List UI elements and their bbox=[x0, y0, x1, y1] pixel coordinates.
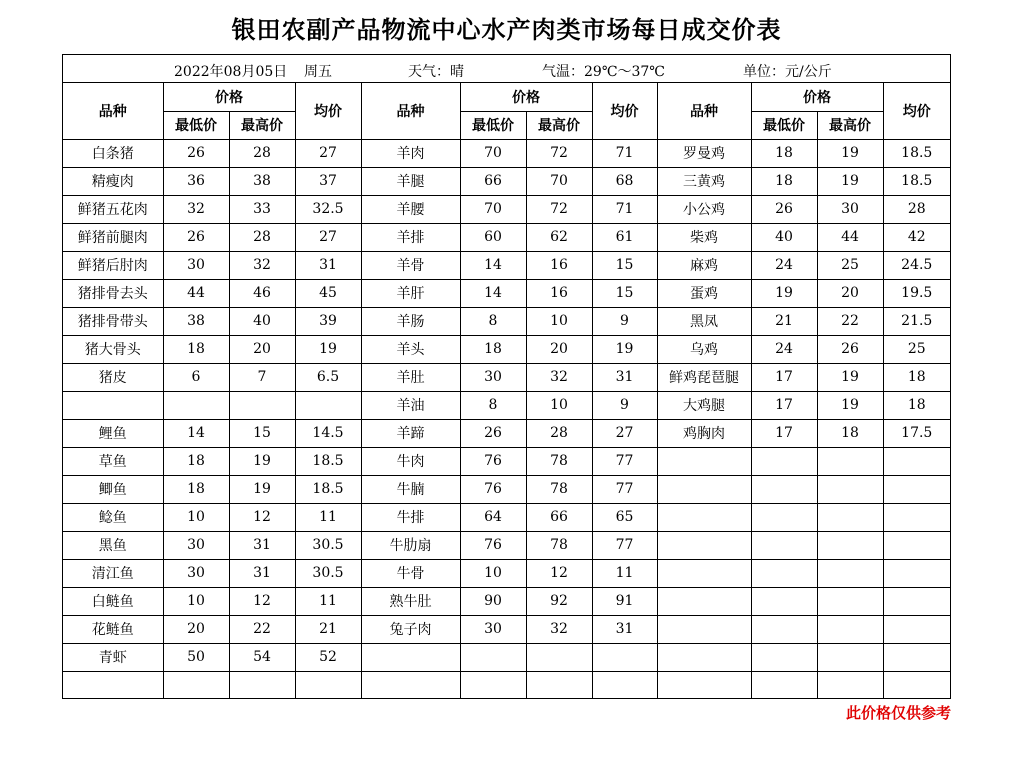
variety-cell: 白条猪 bbox=[63, 139, 163, 167]
min-price-cell: 70 bbox=[460, 195, 526, 223]
avg-price-cell: 31 bbox=[295, 251, 361, 279]
min-price-cell: 18 bbox=[163, 475, 229, 503]
table-row bbox=[63, 279, 950, 307]
max-price-cell bbox=[817, 531, 883, 559]
avg-price-cell: 9 bbox=[592, 307, 657, 335]
max-price-cell bbox=[817, 475, 883, 503]
max-price-cell: 19 bbox=[817, 391, 883, 419]
avg-price-cell: 11 bbox=[592, 559, 657, 587]
variety-cell: 牛肋扇 bbox=[361, 531, 460, 559]
max-price-cell: 78 bbox=[526, 475, 592, 503]
table-row bbox=[63, 503, 950, 531]
header-price: 价格 bbox=[460, 83, 592, 111]
avg-price-cell: 17.5 bbox=[883, 419, 950, 447]
max-price-cell: 18 bbox=[817, 419, 883, 447]
variety-cell: 鲜猪五花肉 bbox=[63, 195, 163, 223]
temperature-text: 气温：29℃～37℃ bbox=[542, 64, 665, 80]
header-variety: 品种 bbox=[657, 83, 751, 139]
variety-cell: 熟牛肚 bbox=[361, 587, 460, 615]
min-price-cell: 32 bbox=[163, 195, 229, 223]
max-price-cell: 44 bbox=[817, 223, 883, 251]
table-body bbox=[63, 139, 950, 699]
avg-price-cell: 19 bbox=[592, 335, 657, 363]
table-row bbox=[63, 139, 950, 167]
max-price-cell: 32 bbox=[526, 615, 592, 643]
max-price-cell: 12 bbox=[229, 587, 295, 615]
weather-text: 天气：晴 bbox=[408, 64, 464, 80]
table-row bbox=[63, 475, 950, 503]
avg-price-cell: 61 bbox=[592, 223, 657, 251]
avg-price-cell: 30.5 bbox=[295, 559, 361, 587]
header-max: 最高价 bbox=[229, 111, 295, 139]
variety-cell: 兔子肉 bbox=[361, 615, 460, 643]
table-row bbox=[63, 531, 950, 559]
max-price-cell: 54 bbox=[229, 643, 295, 671]
max-price-cell: 78 bbox=[526, 531, 592, 559]
table-row bbox=[63, 419, 950, 447]
max-price-cell: 31 bbox=[229, 531, 295, 559]
header-avg: 均价 bbox=[592, 83, 657, 139]
max-price-cell: 7 bbox=[229, 363, 295, 391]
variety-cell: 青虾 bbox=[63, 643, 163, 671]
avg-price-cell: 91 bbox=[592, 587, 657, 615]
variety-cell: 鲶鱼 bbox=[63, 503, 163, 531]
avg-price-cell: 65 bbox=[592, 503, 657, 531]
max-price-cell: 19 bbox=[817, 167, 883, 195]
max-price-cell: 62 bbox=[526, 223, 592, 251]
avg-price-cell bbox=[883, 475, 950, 503]
avg-price-cell: 18.5 bbox=[295, 475, 361, 503]
max-price-cell bbox=[817, 559, 883, 587]
variety-cell bbox=[361, 671, 460, 699]
variety-cell bbox=[63, 671, 163, 699]
page-title: 银田农副产品物流中心水产肉类市场每日成交价表 bbox=[231, 15, 782, 44]
variety-cell: 鲫鱼 bbox=[63, 475, 163, 503]
min-price-cell: 76 bbox=[460, 531, 526, 559]
table-row bbox=[63, 643, 950, 671]
avg-price-cell bbox=[883, 531, 950, 559]
min-price-cell: 18 bbox=[751, 139, 817, 167]
min-price-cell: 18 bbox=[751, 167, 817, 195]
min-price-cell bbox=[751, 475, 817, 503]
min-price-cell bbox=[751, 531, 817, 559]
min-price-cell: 14 bbox=[163, 419, 229, 447]
weekday-text: 周五 bbox=[304, 64, 332, 80]
max-price-cell: 15 bbox=[229, 419, 295, 447]
variety-cell: 精瘦肉 bbox=[63, 167, 163, 195]
min-price-cell: 8 bbox=[460, 391, 526, 419]
min-price-cell: 24 bbox=[751, 251, 817, 279]
avg-price-cell: 18.5 bbox=[295, 447, 361, 475]
max-price-cell: 12 bbox=[229, 503, 295, 531]
table-row bbox=[63, 615, 950, 643]
price-table bbox=[63, 83, 950, 699]
avg-price-cell: 11 bbox=[295, 587, 361, 615]
variety-cell: 麻鸡 bbox=[657, 251, 751, 279]
max-price-cell: 46 bbox=[229, 279, 295, 307]
min-price-cell: 17 bbox=[751, 391, 817, 419]
avg-price-cell bbox=[883, 643, 950, 671]
variety-cell: 羊蹄 bbox=[361, 419, 460, 447]
variety-cell: 猪皮 bbox=[63, 363, 163, 391]
max-price-cell: 19 bbox=[817, 363, 883, 391]
avg-price-cell: 30.5 bbox=[295, 531, 361, 559]
min-price-cell: 20 bbox=[163, 615, 229, 643]
max-price-cell: 19 bbox=[817, 139, 883, 167]
info-bar bbox=[63, 55, 950, 83]
max-price-cell bbox=[817, 587, 883, 615]
variety-cell: 鲜猪后肘肉 bbox=[63, 251, 163, 279]
variety-cell: 柴鸡 bbox=[657, 223, 751, 251]
avg-price-cell: 77 bbox=[592, 531, 657, 559]
max-price-cell bbox=[817, 671, 883, 699]
min-price-cell: 38 bbox=[163, 307, 229, 335]
avg-price-cell: 28 bbox=[883, 195, 950, 223]
min-price-cell: 30 bbox=[163, 531, 229, 559]
date-text: 2022年08月05日 bbox=[174, 64, 288, 80]
header-variety: 品种 bbox=[63, 83, 163, 139]
max-price-cell: 28 bbox=[526, 419, 592, 447]
min-price-cell bbox=[460, 671, 526, 699]
variety-cell bbox=[657, 475, 751, 503]
avg-price-cell: 15 bbox=[592, 279, 657, 307]
avg-price-cell: 52 bbox=[295, 643, 361, 671]
header-price: 价格 bbox=[751, 83, 883, 111]
avg-price-cell bbox=[883, 671, 950, 699]
max-price-cell: 25 bbox=[817, 251, 883, 279]
min-price-cell: 24 bbox=[751, 335, 817, 363]
max-price-cell bbox=[229, 671, 295, 699]
max-price-cell: 12 bbox=[526, 559, 592, 587]
max-price-cell: 16 bbox=[526, 251, 592, 279]
avg-price-cell: 18 bbox=[883, 363, 950, 391]
max-price-cell bbox=[817, 643, 883, 671]
max-price-cell: 72 bbox=[526, 195, 592, 223]
avg-price-cell: 37 bbox=[295, 167, 361, 195]
min-price-cell bbox=[751, 671, 817, 699]
max-price-cell: 20 bbox=[526, 335, 592, 363]
min-price-cell: 26 bbox=[163, 139, 229, 167]
avg-price-cell: 21 bbox=[295, 615, 361, 643]
min-price-cell: 90 bbox=[460, 587, 526, 615]
max-price-cell bbox=[817, 447, 883, 475]
variety-cell bbox=[657, 447, 751, 475]
max-price-cell: 19 bbox=[229, 475, 295, 503]
variety-cell bbox=[63, 391, 163, 419]
min-price-cell: 40 bbox=[751, 223, 817, 251]
avg-price-cell: 45 bbox=[295, 279, 361, 307]
avg-price-cell: 27 bbox=[592, 419, 657, 447]
max-price-cell: 26 bbox=[817, 335, 883, 363]
variety-cell: 羊肠 bbox=[361, 307, 460, 335]
variety-cell bbox=[657, 559, 751, 587]
avg-price-cell bbox=[883, 503, 950, 531]
max-price-cell: 38 bbox=[229, 167, 295, 195]
variety-cell: 黑鱼 bbox=[63, 531, 163, 559]
min-price-cell: 21 bbox=[751, 307, 817, 335]
header-variety: 品种 bbox=[361, 83, 460, 139]
table-row bbox=[63, 587, 950, 615]
avg-price-cell: 42 bbox=[883, 223, 950, 251]
variety-cell: 鲜鸡琵琶腿 bbox=[657, 363, 751, 391]
max-price-cell: 10 bbox=[526, 307, 592, 335]
avg-price-cell: 71 bbox=[592, 139, 657, 167]
variety-cell bbox=[657, 615, 751, 643]
variety-cell: 羊腰 bbox=[361, 195, 460, 223]
avg-price-cell: 25 bbox=[883, 335, 950, 363]
avg-price-cell: 21.5 bbox=[883, 307, 950, 335]
avg-price-cell: 77 bbox=[592, 475, 657, 503]
avg-price-cell: 18.5 bbox=[883, 139, 950, 167]
max-price-cell: 92 bbox=[526, 587, 592, 615]
min-price-cell: 14 bbox=[460, 251, 526, 279]
variety-cell: 猪排骨去头 bbox=[63, 279, 163, 307]
min-price-cell: 26 bbox=[163, 223, 229, 251]
min-price-cell: 30 bbox=[460, 363, 526, 391]
avg-price-cell: 18 bbox=[883, 391, 950, 419]
table-row bbox=[63, 251, 950, 279]
min-price-cell: 10 bbox=[163, 587, 229, 615]
variety-cell: 罗曼鸡 bbox=[657, 139, 751, 167]
variety-cell bbox=[657, 643, 751, 671]
avg-price-cell: 11 bbox=[295, 503, 361, 531]
table-row bbox=[63, 335, 950, 363]
header-avg: 均价 bbox=[295, 83, 361, 139]
variety-cell: 牛骨 bbox=[361, 559, 460, 587]
variety-cell bbox=[657, 587, 751, 615]
min-price-cell: 10 bbox=[460, 559, 526, 587]
variety-cell bbox=[657, 503, 751, 531]
max-price-cell: 66 bbox=[526, 503, 592, 531]
max-price-cell bbox=[229, 391, 295, 419]
max-price-cell: 20 bbox=[229, 335, 295, 363]
variety-cell: 白鲢鱼 bbox=[63, 587, 163, 615]
avg-price-cell: 39 bbox=[295, 307, 361, 335]
max-price-cell: 31 bbox=[229, 559, 295, 587]
header-avg: 均价 bbox=[883, 83, 950, 139]
min-price-cell: 18 bbox=[163, 447, 229, 475]
min-price-cell: 26 bbox=[751, 195, 817, 223]
max-price-cell bbox=[526, 671, 592, 699]
max-price-cell: 22 bbox=[229, 615, 295, 643]
max-price-cell: 70 bbox=[526, 167, 592, 195]
max-price-cell: 19 bbox=[229, 447, 295, 475]
max-price-cell bbox=[817, 615, 883, 643]
avg-price-cell bbox=[883, 447, 950, 475]
table-row bbox=[63, 223, 950, 251]
min-price-cell bbox=[751, 503, 817, 531]
table-row bbox=[63, 363, 950, 391]
min-price-cell bbox=[163, 391, 229, 419]
max-price-cell: 10 bbox=[526, 391, 592, 419]
avg-price-cell: 18.5 bbox=[883, 167, 950, 195]
min-price-cell: 17 bbox=[751, 419, 817, 447]
avg-price-cell: 14.5 bbox=[295, 419, 361, 447]
header-min: 最低价 bbox=[460, 111, 526, 139]
variety-cell: 乌鸡 bbox=[657, 335, 751, 363]
table-row bbox=[63, 307, 950, 335]
max-price-cell: 78 bbox=[526, 447, 592, 475]
variety-cell: 小公鸡 bbox=[657, 195, 751, 223]
min-price-cell: 60 bbox=[460, 223, 526, 251]
max-price-cell: 20 bbox=[817, 279, 883, 307]
min-price-cell: 18 bbox=[460, 335, 526, 363]
avg-price-cell: 19.5 bbox=[883, 279, 950, 307]
max-price-cell: 32 bbox=[229, 251, 295, 279]
avg-price-cell: 32.5 bbox=[295, 195, 361, 223]
min-price-cell: 8 bbox=[460, 307, 526, 335]
min-price-cell: 30 bbox=[163, 251, 229, 279]
min-price-cell: 17 bbox=[751, 363, 817, 391]
min-price-cell: 76 bbox=[460, 447, 526, 475]
variety-cell: 猪排骨带头 bbox=[63, 307, 163, 335]
variety-cell: 黑凤 bbox=[657, 307, 751, 335]
variety-cell: 草鱼 bbox=[63, 447, 163, 475]
variety-cell: 羊腿 bbox=[361, 167, 460, 195]
header-min: 最低价 bbox=[751, 111, 817, 139]
avg-price-cell bbox=[883, 587, 950, 615]
table-row bbox=[63, 195, 950, 223]
avg-price-cell: 31 bbox=[592, 615, 657, 643]
min-price-cell bbox=[163, 671, 229, 699]
header-max: 最高价 bbox=[526, 111, 592, 139]
avg-price-cell: 31 bbox=[592, 363, 657, 391]
min-price-cell: 44 bbox=[163, 279, 229, 307]
min-price-cell: 64 bbox=[460, 503, 526, 531]
table-row bbox=[63, 671, 950, 699]
min-price-cell: 19 bbox=[751, 279, 817, 307]
avg-price-cell: 77 bbox=[592, 447, 657, 475]
variety-cell bbox=[657, 671, 751, 699]
variety-cell: 三黄鸡 bbox=[657, 167, 751, 195]
price-sheet bbox=[62, 54, 951, 699]
max-price-cell: 28 bbox=[229, 139, 295, 167]
avg-price-cell: 6.5 bbox=[295, 363, 361, 391]
min-price-cell bbox=[751, 559, 817, 587]
max-price-cell: 30 bbox=[817, 195, 883, 223]
variety-cell: 羊肚 bbox=[361, 363, 460, 391]
min-price-cell: 26 bbox=[460, 419, 526, 447]
max-price-cell: 33 bbox=[229, 195, 295, 223]
variety-cell: 羊排 bbox=[361, 223, 460, 251]
variety-cell: 大鸡腿 bbox=[657, 391, 751, 419]
avg-price-cell bbox=[295, 391, 361, 419]
max-price-cell bbox=[817, 503, 883, 531]
table-row bbox=[63, 391, 950, 419]
variety-cell: 猪大骨头 bbox=[63, 335, 163, 363]
variety-cell: 鲜猪前腿肉 bbox=[63, 223, 163, 251]
avg-price-cell bbox=[592, 643, 657, 671]
variety-cell: 牛排 bbox=[361, 503, 460, 531]
max-price-cell: 16 bbox=[526, 279, 592, 307]
max-price-cell bbox=[526, 643, 592, 671]
max-price-cell: 28 bbox=[229, 223, 295, 251]
variety-cell: 牛肉 bbox=[361, 447, 460, 475]
variety-cell: 清江鱼 bbox=[63, 559, 163, 587]
min-price-cell: 18 bbox=[163, 335, 229, 363]
avg-price-cell: 27 bbox=[295, 139, 361, 167]
disclaimer-note: 此价格仅供参考 bbox=[845, 704, 951, 722]
min-price-cell: 76 bbox=[460, 475, 526, 503]
min-price-cell: 30 bbox=[163, 559, 229, 587]
unit-text: 单位：元/公斤 bbox=[743, 64, 832, 80]
table-row bbox=[63, 559, 950, 587]
variety-cell: 鸡胸肉 bbox=[657, 419, 751, 447]
min-price-cell: 30 bbox=[460, 615, 526, 643]
min-price-cell bbox=[751, 447, 817, 475]
avg-price-cell: 9 bbox=[592, 391, 657, 419]
avg-price-cell: 24.5 bbox=[883, 251, 950, 279]
header-min: 最低价 bbox=[163, 111, 229, 139]
variety-cell: 牛腩 bbox=[361, 475, 460, 503]
table-row bbox=[63, 447, 950, 475]
header-price: 价格 bbox=[163, 83, 295, 111]
variety-cell: 羊油 bbox=[361, 391, 460, 419]
header-max: 最高价 bbox=[817, 111, 883, 139]
variety-cell: 蛋鸡 bbox=[657, 279, 751, 307]
avg-price-cell: 71 bbox=[592, 195, 657, 223]
min-price-cell bbox=[751, 643, 817, 671]
min-price-cell: 6 bbox=[163, 363, 229, 391]
min-price-cell: 50 bbox=[163, 643, 229, 671]
avg-price-cell bbox=[883, 559, 950, 587]
min-price-cell bbox=[751, 615, 817, 643]
variety-cell: 羊肝 bbox=[361, 279, 460, 307]
min-price-cell: 36 bbox=[163, 167, 229, 195]
min-price-cell bbox=[751, 587, 817, 615]
avg-price-cell: 19 bbox=[295, 335, 361, 363]
avg-price-cell bbox=[883, 615, 950, 643]
min-price-cell bbox=[460, 643, 526, 671]
avg-price-cell bbox=[592, 671, 657, 699]
max-price-cell: 22 bbox=[817, 307, 883, 335]
avg-price-cell: 27 bbox=[295, 223, 361, 251]
variety-cell: 花鲢鱼 bbox=[63, 615, 163, 643]
avg-price-cell: 15 bbox=[592, 251, 657, 279]
variety-cell: 鲤鱼 bbox=[63, 419, 163, 447]
variety-cell bbox=[361, 643, 460, 671]
table-row bbox=[63, 167, 950, 195]
min-price-cell: 14 bbox=[460, 279, 526, 307]
variety-cell: 羊头 bbox=[361, 335, 460, 363]
min-price-cell: 70 bbox=[460, 139, 526, 167]
max-price-cell: 32 bbox=[526, 363, 592, 391]
variety-cell: 羊骨 bbox=[361, 251, 460, 279]
avg-price-cell bbox=[295, 671, 361, 699]
variety-cell bbox=[657, 531, 751, 559]
min-price-cell: 66 bbox=[460, 167, 526, 195]
max-price-cell: 72 bbox=[526, 139, 592, 167]
max-price-cell: 40 bbox=[229, 307, 295, 335]
avg-price-cell: 68 bbox=[592, 167, 657, 195]
variety-cell: 羊肉 bbox=[361, 139, 460, 167]
min-price-cell: 10 bbox=[163, 503, 229, 531]
